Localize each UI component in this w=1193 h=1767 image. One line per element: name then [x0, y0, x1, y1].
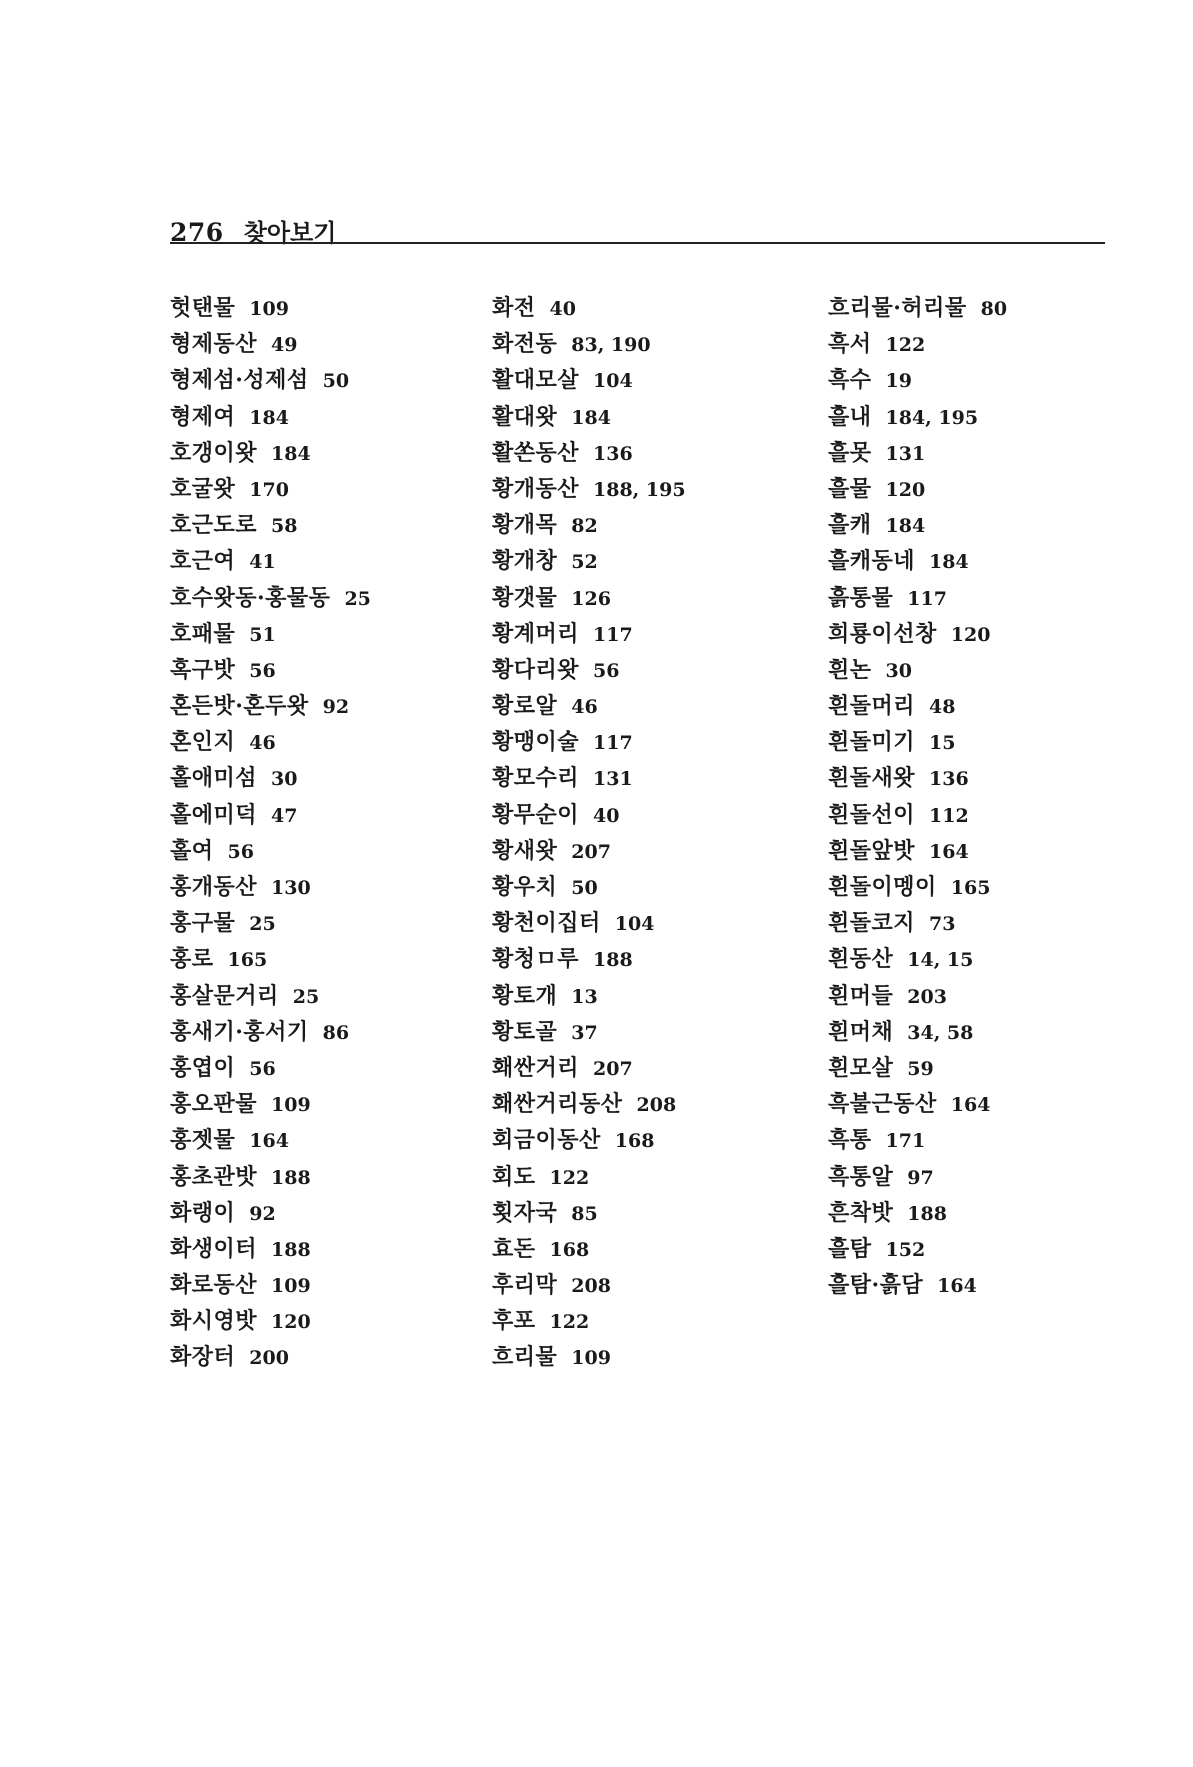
index-page-refs: 13 [571, 985, 598, 1008]
index-page-refs: 109 [271, 1094, 311, 1117]
index-entry [828, 869, 1118, 905]
index-page-refs: 40 [593, 804, 620, 827]
index-page-refs: 117 [593, 732, 633, 755]
index-page-refs: 200 [249, 1347, 289, 1370]
index-entry [492, 616, 822, 652]
index-term: 흘캐동네 [828, 548, 916, 575]
index-entry [170, 869, 470, 905]
index-page-refs: 56 [227, 840, 254, 863]
index-entry [492, 1122, 822, 1158]
index-page-refs: 184 [571, 406, 611, 429]
section-title: 찾아보기 [243, 218, 337, 247]
index-column-2 [492, 290, 822, 1376]
running-head [170, 205, 1105, 245]
index-entry [170, 797, 470, 833]
index-entry [828, 1122, 1118, 1158]
index-page-refs: 30 [271, 768, 298, 791]
index-entry [492, 435, 822, 471]
index-page-refs: 184 [929, 551, 969, 574]
index-entry [170, 616, 470, 652]
index-entry [828, 1195, 1118, 1231]
index-page-refs: 50 [571, 877, 598, 899]
index-term: 후포 [492, 1308, 536, 1335]
index-page-refs: 73 [929, 913, 956, 936]
index-term: 홰싼거리 [492, 1054, 580, 1081]
index-page-refs: 184 [249, 406, 289, 429]
index-term: 황우치 [492, 874, 558, 900]
index-page-refs: 56 [249, 659, 276, 682]
index-page-refs: 164 [929, 840, 969, 863]
index-page-refs: 130 [271, 877, 311, 899]
index-entry [492, 1195, 822, 1231]
index-term: 흰논 [828, 656, 872, 683]
index-page-refs: 52 [571, 551, 598, 574]
index-page-refs: 80 [980, 298, 1008, 320]
index-term: 형제섬·성제섬 [170, 367, 309, 394]
index-entry [828, 833, 1118, 869]
index-term: 흰돌새왓 [828, 765, 916, 792]
index-term: 흰돌머리 [828, 693, 916, 720]
index-page-refs: 188 [907, 1202, 947, 1225]
index-term: 홍젯물 [170, 1127, 236, 1154]
index-term: 회도 [492, 1163, 536, 1190]
index-term: 흘탐·흙담 [828, 1272, 924, 1299]
index-term: 흔착밧 [828, 1199, 894, 1226]
index-page-refs: 46 [249, 732, 276, 755]
index-entry [828, 905, 1118, 941]
index-page-refs: 34, 58 [907, 1021, 974, 1044]
index-entry [828, 1014, 1118, 1050]
index-term: 흘못 [828, 439, 872, 466]
index-page-refs: 184, 195 [885, 406, 979, 429]
index-term: 흘물 [828, 475, 872, 502]
index-entry [170, 290, 470, 326]
index-entry [170, 399, 470, 435]
index-entry [828, 1267, 1118, 1303]
index-term: 홍초관밧 [170, 1163, 258, 1190]
index-term: 홰싼거리동산 [492, 1091, 623, 1118]
index-term: 혹구밧 [170, 656, 236, 683]
index-page-refs: 136 [929, 768, 969, 791]
index-page-refs: 41 [249, 551, 276, 574]
index-page-refs: 165 [950, 877, 991, 899]
index-entry [170, 1122, 470, 1158]
index-entry [170, 435, 470, 471]
index-term: 화생이터 [170, 1235, 258, 1262]
index-term: 헛탠물 [170, 295, 236, 321]
index-page-refs: 168 [614, 1130, 655, 1153]
index-entry [492, 1231, 822, 1267]
index-entry [828, 978, 1118, 1014]
header-rule [170, 242, 1105, 244]
index-entry [492, 507, 822, 543]
index-entry [170, 507, 470, 543]
index-page-refs: 92 [322, 696, 350, 719]
index-term: 황개목 [492, 512, 558, 539]
index-term: 홍로 [170, 946, 214, 973]
index-page-refs: 56 [593, 659, 620, 682]
index-entry [492, 1159, 822, 1195]
index-page-refs: 184 [885, 515, 926, 538]
index-term: 흑통 [828, 1127, 872, 1154]
index-page-refs: 117 [593, 623, 633, 646]
index-term: 횟자국 [492, 1199, 558, 1226]
index-entry [492, 1050, 822, 1086]
index-term: 흰돌선이 [828, 801, 916, 828]
index-column-3 [828, 290, 1118, 1303]
index-entry [170, 652, 470, 688]
index-page-refs: 164 [937, 1275, 977, 1298]
index-term: 호갱이왓 [170, 439, 258, 466]
index-entry [492, 471, 822, 507]
index-page-refs: 56 [249, 1057, 276, 1080]
index-term: 흑서 [828, 331, 872, 358]
index-entry [492, 797, 822, 833]
index-entry [828, 1050, 1118, 1086]
index-term: 화시영밧 [170, 1308, 258, 1335]
index-entry [492, 290, 822, 326]
index-term: 희룡이선창 [828, 620, 937, 647]
index-entry [170, 1303, 470, 1339]
index-page-refs: 208 [571, 1275, 611, 1298]
index-page-refs: 171 [885, 1130, 926, 1153]
index-page-refs: 207 [571, 840, 611, 863]
index-column-1 [170, 290, 470, 1376]
index-page-refs: 122 [885, 334, 926, 357]
index-entry [828, 652, 1118, 688]
index-term: 홍살문거리 [170, 982, 279, 1009]
index-entry [828, 760, 1118, 796]
index-page-refs: 112 [929, 804, 969, 827]
index-term: 흙통물 [828, 584, 894, 611]
index-page-refs: 109 [249, 298, 289, 320]
index-page-refs: 109 [571, 1347, 611, 1370]
index-page-refs: 25 [249, 913, 276, 936]
page-number: 276 [170, 218, 224, 247]
index-entry [170, 724, 470, 760]
index-term: 홍오판물 [170, 1091, 258, 1118]
index-term: 황갯물 [492, 584, 558, 611]
index-entry [492, 905, 822, 941]
index-entry [170, 760, 470, 796]
index-page-refs: 136 [593, 442, 633, 465]
index-page-refs: 83, 190 [571, 334, 651, 357]
index-term: 활대왓 [492, 403, 558, 430]
index-term: 흑통알 [828, 1163, 894, 1190]
index-page-refs: 104 [614, 913, 655, 936]
index-term: 후리막 [492, 1272, 558, 1299]
index-term: 황개동산 [492, 475, 580, 502]
index-term: 흰머들 [828, 982, 894, 1009]
index-term: 황무순이 [492, 801, 580, 828]
index-term: 호패물 [170, 620, 236, 647]
index-page-refs: 120 [950, 623, 991, 646]
index-term: 흰동산 [828, 946, 894, 973]
index-entry [170, 580, 470, 616]
index-page-refs: 122 [549, 1311, 590, 1334]
index-entry [828, 724, 1118, 760]
index-page-refs: 40 [549, 298, 576, 320]
index-entry [492, 688, 822, 724]
index-term: 화로동산 [170, 1272, 258, 1299]
index-term: 흐리물·허리물 [828, 295, 967, 321]
index-entry [492, 362, 822, 398]
index-page-refs: 131 [885, 442, 926, 465]
index-entry [170, 1050, 470, 1086]
index-page-refs: 49 [271, 334, 298, 357]
index-entry [828, 1159, 1118, 1195]
index-page-refs: 25 [344, 587, 371, 610]
index-term: 흰돌미기 [828, 729, 916, 756]
index-term: 홀에미덕 [170, 801, 258, 828]
index-page-refs: 92 [249, 1202, 276, 1225]
index-entry [828, 580, 1118, 616]
index-page-refs: 152 [885, 1238, 926, 1261]
index-entry [492, 543, 822, 579]
index-term: 흘내 [828, 403, 872, 430]
index-page-refs: 82 [571, 515, 598, 538]
index-term: 황새왓 [492, 837, 558, 864]
index-term: 흘탐 [828, 1235, 872, 1262]
index-page-refs: 188 [271, 1238, 311, 1261]
index-entry [828, 797, 1118, 833]
index-page-refs: 207 [593, 1057, 633, 1080]
index-page-refs: 170 [249, 478, 289, 501]
index-term: 흰돌코지 [828, 910, 916, 937]
index-entry [828, 688, 1118, 724]
index-term: 혼인지 [170, 729, 236, 756]
index-term: 호근여 [170, 548, 236, 575]
index-page-refs: 131 [593, 768, 633, 791]
index-page-refs: 117 [907, 587, 947, 610]
index-entry [492, 724, 822, 760]
index-term: 흰머채 [828, 1018, 894, 1045]
index-page-refs: 109 [271, 1275, 311, 1298]
index-entry [170, 1014, 470, 1050]
index-page-refs: 188, 195 [593, 478, 686, 501]
index-term: 황토골 [492, 1018, 558, 1045]
index-entry [828, 616, 1118, 652]
index-term: 화랭이 [170, 1199, 236, 1226]
index-page-refs: 25 [292, 985, 320, 1008]
index-page-refs: 208 [636, 1094, 677, 1117]
index-page-refs: 203 [907, 985, 947, 1008]
index-entry [492, 978, 822, 1014]
index-entry [492, 869, 822, 905]
index-page-refs: 19 [885, 370, 912, 393]
index-page-refs: 184 [271, 442, 311, 465]
index-page-refs: 47 [271, 804, 298, 827]
index-page-refs: 58 [271, 515, 298, 538]
index-page-refs: 85 [571, 1202, 598, 1225]
index-term: 흰돌이멩이 [828, 874, 937, 900]
index-entry [170, 1267, 470, 1303]
index-entry [492, 941, 822, 977]
index-page-refs: 15 [929, 732, 956, 755]
index-entry [492, 1086, 822, 1122]
index-page-refs: 14, 15 [907, 949, 974, 972]
index-entry [170, 978, 470, 1014]
index-term: 흰모살 [828, 1054, 894, 1081]
index-entry [492, 399, 822, 435]
index-term: 황천이집터 [492, 910, 601, 937]
index-term: 호수왓동·홍물동 [170, 584, 331, 611]
index-entry [828, 399, 1118, 435]
index-page-refs: 168 [549, 1238, 590, 1261]
index-term: 호굴왓 [170, 475, 236, 502]
index-page-refs: 97 [907, 1166, 934, 1189]
index-page-refs: 126 [571, 587, 611, 610]
index-entry [170, 326, 470, 362]
index-term: 황청ㅁ루 [492, 946, 580, 973]
index-entry [170, 688, 470, 724]
index-entry [170, 1195, 470, 1231]
index-entry [170, 833, 470, 869]
index-term: 홍구물 [170, 910, 236, 937]
index-entry [170, 1231, 470, 1267]
index-entry [828, 362, 1118, 398]
index-term: 황모수리 [492, 765, 580, 792]
index-entry [170, 1339, 470, 1375]
index-term: 황맹이술 [492, 729, 580, 756]
index-entry [492, 833, 822, 869]
index-page-refs: 51 [249, 623, 276, 646]
index-entry [170, 1086, 470, 1122]
index-entry [492, 1267, 822, 1303]
index-term: 화전동 [492, 331, 558, 358]
index-page-refs: 120 [271, 1311, 311, 1334]
index-term: 황토개 [492, 982, 558, 1009]
index-entry [170, 905, 470, 941]
index-entry [492, 1339, 822, 1375]
index-term: 형제여 [170, 403, 236, 430]
index-term: 홍엽이 [170, 1054, 236, 1081]
index-page-refs: 37 [571, 1021, 598, 1044]
index-entry [492, 1014, 822, 1050]
index-term: 흘캐 [828, 512, 872, 539]
index-term: 화전 [492, 295, 536, 321]
index-entry [828, 290, 1118, 326]
index-page-refs: 164 [249, 1130, 289, 1153]
index-entry [492, 652, 822, 688]
index-page-refs: 46 [571, 696, 598, 719]
index-entry [828, 326, 1118, 362]
index-term: 황로알 [492, 693, 558, 720]
index-term: 호근도로 [170, 512, 258, 539]
index-term: 홍새기·홍서기 [170, 1018, 309, 1045]
index-entry [492, 326, 822, 362]
index-page-refs: 122 [549, 1166, 590, 1189]
index-entry [170, 471, 470, 507]
index-page-refs: 48 [929, 696, 956, 719]
index-entry [828, 1086, 1118, 1122]
index-entry [828, 1231, 1118, 1267]
index-term: 화장터 [170, 1344, 236, 1371]
index-term: 흑불근동산 [828, 1091, 937, 1118]
index-entry [170, 543, 470, 579]
index-entry [170, 1159, 470, 1195]
index-term: 흑수 [828, 367, 872, 394]
index-term: 혼든밧·혼두왓 [170, 693, 309, 720]
index-page-refs: 120 [885, 478, 926, 501]
index-term: 효돈 [492, 1235, 536, 1262]
index-term: 형제동산 [170, 331, 258, 358]
index-entry [492, 1303, 822, 1339]
index-entry [828, 507, 1118, 543]
index-term: 회금이동산 [492, 1127, 601, 1154]
index-entry [828, 435, 1118, 471]
index-term: 활쏜동산 [492, 439, 580, 466]
index-page-refs: 164 [950, 1094, 991, 1117]
index-term: 홍개동산 [170, 874, 258, 900]
index-term: 황개창 [492, 548, 558, 575]
index-page-refs: 50 [322, 370, 350, 393]
index-term: 홀애미섬 [170, 765, 258, 792]
index-page-refs: 188 [271, 1166, 311, 1189]
index-page-refs: 104 [593, 370, 633, 393]
index-page-refs: 86 [322, 1021, 350, 1044]
index-entry [170, 941, 470, 977]
index-page-refs: 188 [593, 949, 633, 972]
index-page-refs: 30 [885, 659, 912, 682]
index-entry [492, 760, 822, 796]
index-page-refs: 165 [227, 949, 268, 972]
index-entry [828, 941, 1118, 977]
index-term: 황계머리 [492, 620, 580, 647]
index-term: 홀여 [170, 837, 214, 864]
index-page-refs: 59 [907, 1057, 934, 1080]
index-term: 황다리왓 [492, 656, 580, 683]
index-entry [828, 543, 1118, 579]
index-entry [492, 580, 822, 616]
index-entry [170, 362, 470, 398]
index-term: 활대모살 [492, 367, 580, 394]
index-term: 흰돌앞밧 [828, 837, 916, 864]
index-term: 흐리물 [492, 1344, 558, 1371]
index-entry [828, 471, 1118, 507]
